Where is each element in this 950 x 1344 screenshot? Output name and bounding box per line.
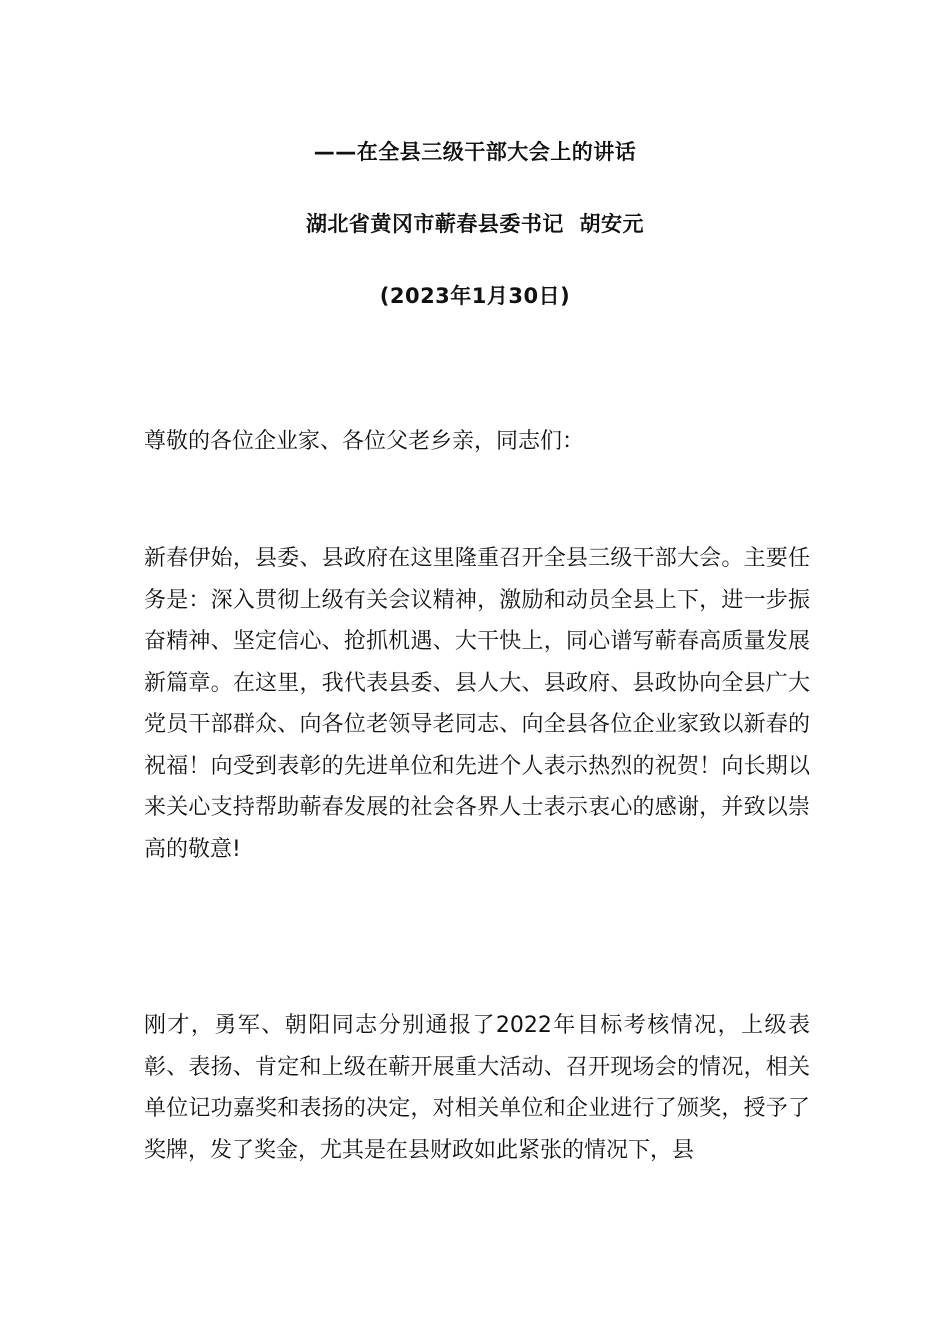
speaker-line: 湖北省黄冈市蕲春县委书记 胡安元	[305, 212, 645, 236]
speech-subtitle: ——在全县三级干部大会上的讲话	[313, 140, 637, 164]
greeting: 尊敬的各位企业家、各位父老乡亲，同志们：	[144, 429, 585, 454]
paragraph: 刚才，勇军、朝阳同志分别通报了2022年目标考核情况，上级表彰、表扬、肯定和上级在蕲开展重大活动、召开现场会的情况，相关单位记功嘉奖和表扬的决定，对相关单位和企业进行了颁奖，授予了奖牌，发了奖金，尤其是在县财政如此紧张的情况下，县	[144, 1013, 810, 1163]
speech-date: (2023年1月30日)	[379, 284, 571, 308]
paragraph: 新春伊始，县委、县政府在这里隆重召开全县三级干部大会。主要任务是：深入贯彻上级有关会议精神，激励和动员全县上下，进一步振奋精神、坚定信心、抢抓机遇、大干快上，同心谱写蕲春高质量发展新篇章。在这里，我代表县委、县人大、县政府、县政协向全县广大党员干部群众、向各位老领导老同志、向全县各位企业家致以新春的祝福！向受到表彰的先进单位和先进个人表示热烈的祝贺！向长期以来关心支持帮助蕲春发展的社会各界人士表示衷心的感谢，并致以崇高的敬意!	[144, 546, 810, 862]
